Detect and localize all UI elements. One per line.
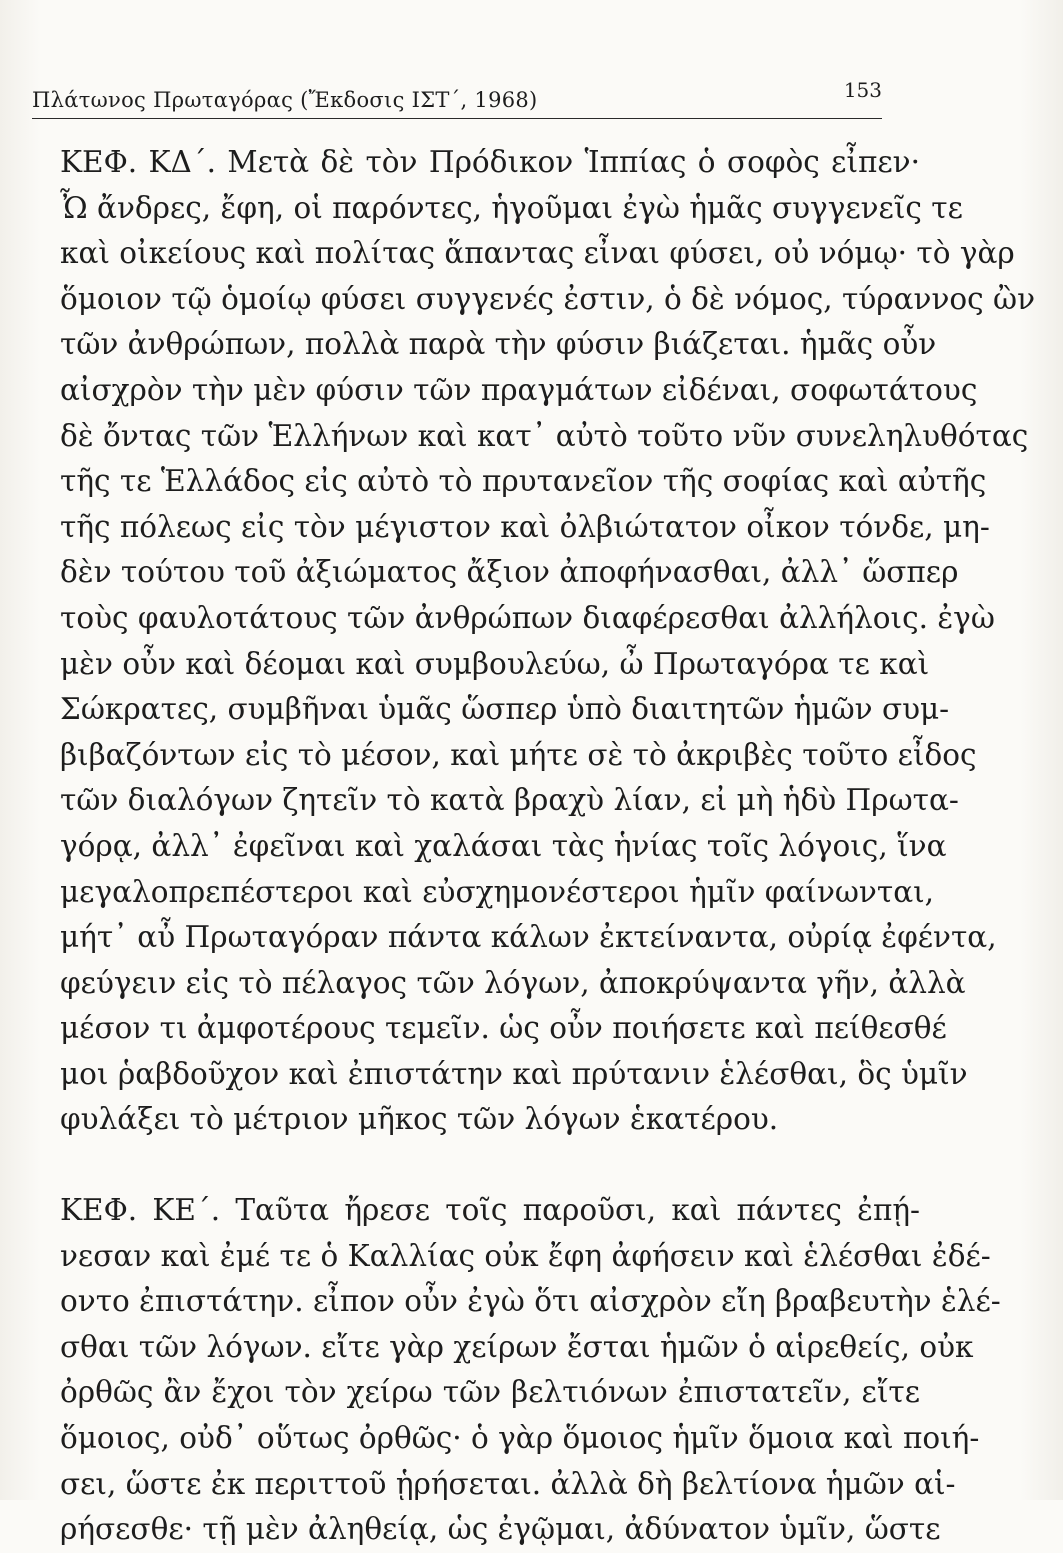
text-line: νεσαν καὶ ἐμέ τε ὁ Καλλίας οὐκ ἔφη ἀφήσειν καὶ ἑλέσθαι ἐδέ-: [60, 1238, 991, 1273]
running-title: Πλάτωνος Πρωταγόρας (Ἔκδοσις ΙΣΤ΄, 1968): [32, 88, 538, 112]
text-line: οντο ἐπιστάτην. εἶπον οὖν ἐγὼ ὅτι αἰσχρὸν εἴη βραβευτὴν ἑλέ-: [60, 1284, 1001, 1319]
text-line: ὅμοιον τῷ ὁμοίῳ φύσει συγγενές ἐστιν, ὁ δὲ νόμος, τύραννος ὢν: [60, 281, 1036, 316]
text-line: μέσον τι ἀμφοτέρους τεμεῖν. ὡς οὖν ποιήσετε καὶ πείθεσθέ: [60, 1011, 947, 1046]
text-line: καὶ οἰκείους καὶ πολίτας ἅπαντας εἶναι φύσει, οὐ νόμῳ· τὸ γὰρ: [60, 236, 1015, 271]
text-line: τοὺς φαυλοτάτους τῶν ἀνθρώπων διαφέρεσθαι ἀλλήλοις. ἐγὼ: [60, 600, 995, 635]
text-line: δὲν τούτου τοῦ ἀξιώματος ἄξιον ἀποφήνασθαι, ἀλλ᾽ ὥσπερ: [60, 555, 959, 590]
running-header: [32, 78, 882, 119]
text-line: τῶν διαλόγων ζητεῖν τὸ κατὰ βραχὺ λίαν, εἰ μὴ ἡδὺ Πρωτα-: [60, 783, 959, 818]
text-line: ρήσεσθε· τῇ μὲν ἀληθείᾳ, ὡς ἐγῷμαι, ἀδύνατον ὑμῖν, ὥστε: [60, 1512, 941, 1547]
text-line: μοι ῥαβδοῦχον καὶ ἐπιστάτην καὶ πρύτανιν ἑλέσθαι, ὃς ὑμῖν: [60, 1056, 968, 1091]
section-chapter-24: [60, 140, 1036, 1143]
text-line: βιβαζόντων εἰς τὸ μέσον, καὶ μήτε σὲ τὸ ἀκριβὲς τοῦτο εἶδος: [60, 737, 977, 772]
text-line: τῶν ἀνθρώπων, πολλὰ παρὰ τὴν φύσιν βιάζεται. ἡμᾶς οὖν: [60, 327, 937, 362]
text-line: τῆς τε Ἑλλάδος εἰς αὐτὸ τὸ πρυτανεῖον τῆς σοφίας καὶ αὐτῆς: [60, 464, 987, 499]
text-line: Ὦ ἄνδρες, ἔφη, οἱ παρόντες, ἡγοῦμαι ἐγὼ ἡμᾶς συγγενεῖς τε: [60, 190, 963, 225]
text-line: σει, ὥστε ἐκ περιττοῦ ᾑρήσεται. ἀλλὰ δὴ βελτίονα ἡμῶν αἱ-: [60, 1466, 956, 1501]
text-line: μήτ᾽ αὖ Πρωταγόραν πάντα κάλων ἐκτείναντα, οὐρίᾳ ἐφέντα,: [60, 920, 997, 955]
page-number: 153: [843, 78, 882, 102]
text-line: γόρᾳ, ἀλλ᾽ ἐφεῖναι καὶ χαλάσαι τὰς ἡνίας τοῖς λόγοις, ἵνα: [60, 828, 947, 863]
text-line: μὲν οὖν καὶ δέομαι καὶ συμβουλεύω, ὦ Πρωταγόρα τε καὶ: [60, 646, 930, 681]
text-line: τῆς πόλεως εἰς τὸν μέγιστον καὶ ὀλβιώτατον οἶκον τόνδε, μη-: [60, 509, 990, 544]
body-text: [60, 140, 1036, 1553]
text-line: δὲ ὄντας τῶν Ἑλλήνων καὶ κατ᾽ αὐτὸ τοῦτο νῦν συνεληλυθότας: [60, 418, 1029, 453]
text-line: φεύγειν εἰς τὸ πέλαγος τῶν λόγων, ἀποκρύψαντα γῆν, ἀλλὰ: [60, 965, 966, 1000]
text-line: μεγαλοπρεπέστεροι καὶ εὐσχημονέστεροι ἡμῖν φαίνωνται,: [60, 874, 935, 909]
section-chapter-25: [60, 1188, 1001, 1553]
text-line: φυλάξει τὸ μέτριον μῆκος τῶν λόγων ἑκατέρου.: [60, 1102, 779, 1137]
text-line: αἰσχρὸν τὴν μὲν φύσιν τῶν πραγμάτων εἰδέναι, σοφωτάτους: [60, 372, 978, 407]
text-line: ὀρθῶς ἂν ἔχοι τὸν χείρω τῶν βελτιόνων ἐπιστατεῖν, εἴτε: [60, 1375, 920, 1410]
text-line: Σώκρατες, συμβῆναι ὑμᾶς ὥσπερ ὑπὸ διαιτητῶν ἡμῶν συμ-: [60, 692, 950, 727]
text-line: σθαι τῶν λόγων. εἴτε γὰρ χείρων ἔσται ἡμῶν ὁ αἱρεθείς, οὐκ: [60, 1329, 974, 1364]
text-line: ΚΕΦ. ΚΕ΄. Ταῦτα ἤρεσε τοῖς παροῦσι, καὶ πάντες ἐπῄ-: [60, 1193, 920, 1228]
text-line: ὅμοιος, οὐδ᾽ οὕτως ὀρθῶς· ὁ γὰρ ὅμοιος ἡμῖν ὅμοια καὶ ποιή-: [60, 1421, 980, 1456]
text-line: ΚΕΦ. ΚΔ΄. Μετὰ δὲ τὸν Πρόδικον Ἱππίας ὁ σοφὸς εἶπεν·: [60, 145, 920, 179]
section-divider: [60, 1143, 920, 1188]
